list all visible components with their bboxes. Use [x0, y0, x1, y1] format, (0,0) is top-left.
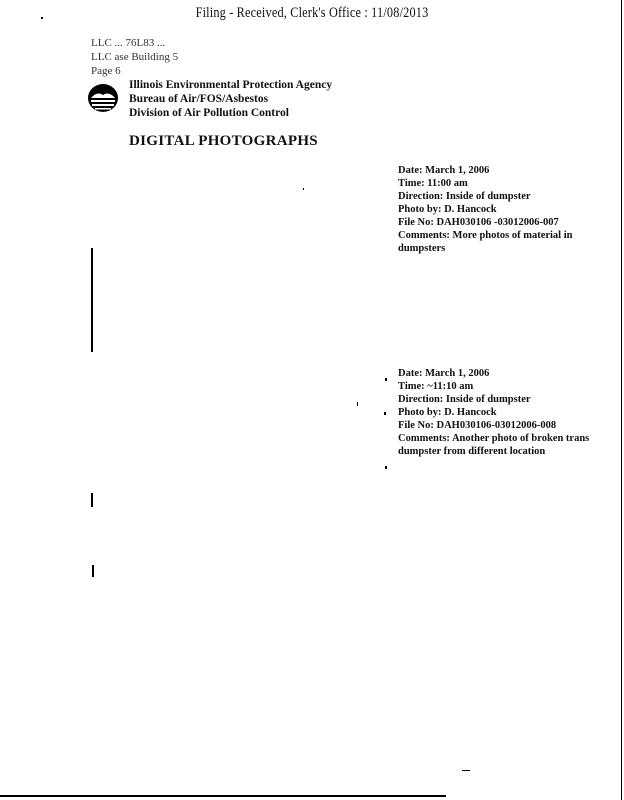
scan-dot — [385, 466, 387, 469]
photo-direction: Direction: Inside of dumpster — [398, 191, 531, 202]
page-title: DIGITAL PHOTOGRAPHS — [129, 133, 318, 149]
photo-direction: Direction: Inside of dumpster — [398, 394, 531, 405]
scan-dot — [303, 188, 304, 190]
photo-by: Photo by: D. Hancock — [398, 407, 497, 418]
page-right-edge — [621, 0, 622, 800]
photo-by: Photo by: D. Hancock — [398, 204, 497, 215]
photo-time: Time: 11:00 am — [398, 178, 468, 189]
photo-caption-2 — [398, 367, 613, 458]
header-line-1: LLC ... 76L83 ... — [91, 37, 166, 49]
photo-file-no: File No: DAH030106 -03012006-007 — [398, 217, 559, 228]
photo-file-no: File No: DAH030106-03012006-008 — [398, 420, 557, 431]
scan-mark — [91, 248, 93, 352]
agency-division: Division of Air Pollution Control — [129, 107, 289, 119]
scan-dot — [41, 17, 43, 19]
photo-time: Time: ~11:10 am — [398, 381, 474, 392]
photo-comments: Comments: Another photo of broken trans dumpster from different location — [398, 433, 590, 457]
photo-date: Date: March 1, 2006 — [398, 368, 490, 379]
scan-dot — [385, 378, 387, 381]
scan-dot — [357, 402, 358, 406]
agency-bureau: Bureau of Air/FOS/Asbestos — [129, 93, 269, 105]
scan-dot — [384, 412, 386, 415]
header-line-2: LLC ase Building 5 — [91, 51, 179, 63]
header-line-3: Page 6 — [91, 65, 121, 77]
page-bottom-edge — [0, 795, 446, 797]
photo-comments: Comments: More photos of material in dumpsters — [398, 230, 573, 254]
agency-logo-icon — [87, 83, 119, 113]
filing-stamp: Filing - Received, Clerk's Office : 11/08/2013 — [195, 5, 429, 21]
agency-name: Illinois Environmental Protection Agency — [129, 79, 333, 91]
scan-mark — [462, 770, 470, 771]
scan-mark — [92, 565, 94, 577]
photo-caption-1 — [398, 164, 613, 255]
photo-date: Date: March 1, 2006 — [398, 165, 490, 176]
agency-block — [129, 78, 332, 120]
scan-mark — [91, 493, 93, 507]
